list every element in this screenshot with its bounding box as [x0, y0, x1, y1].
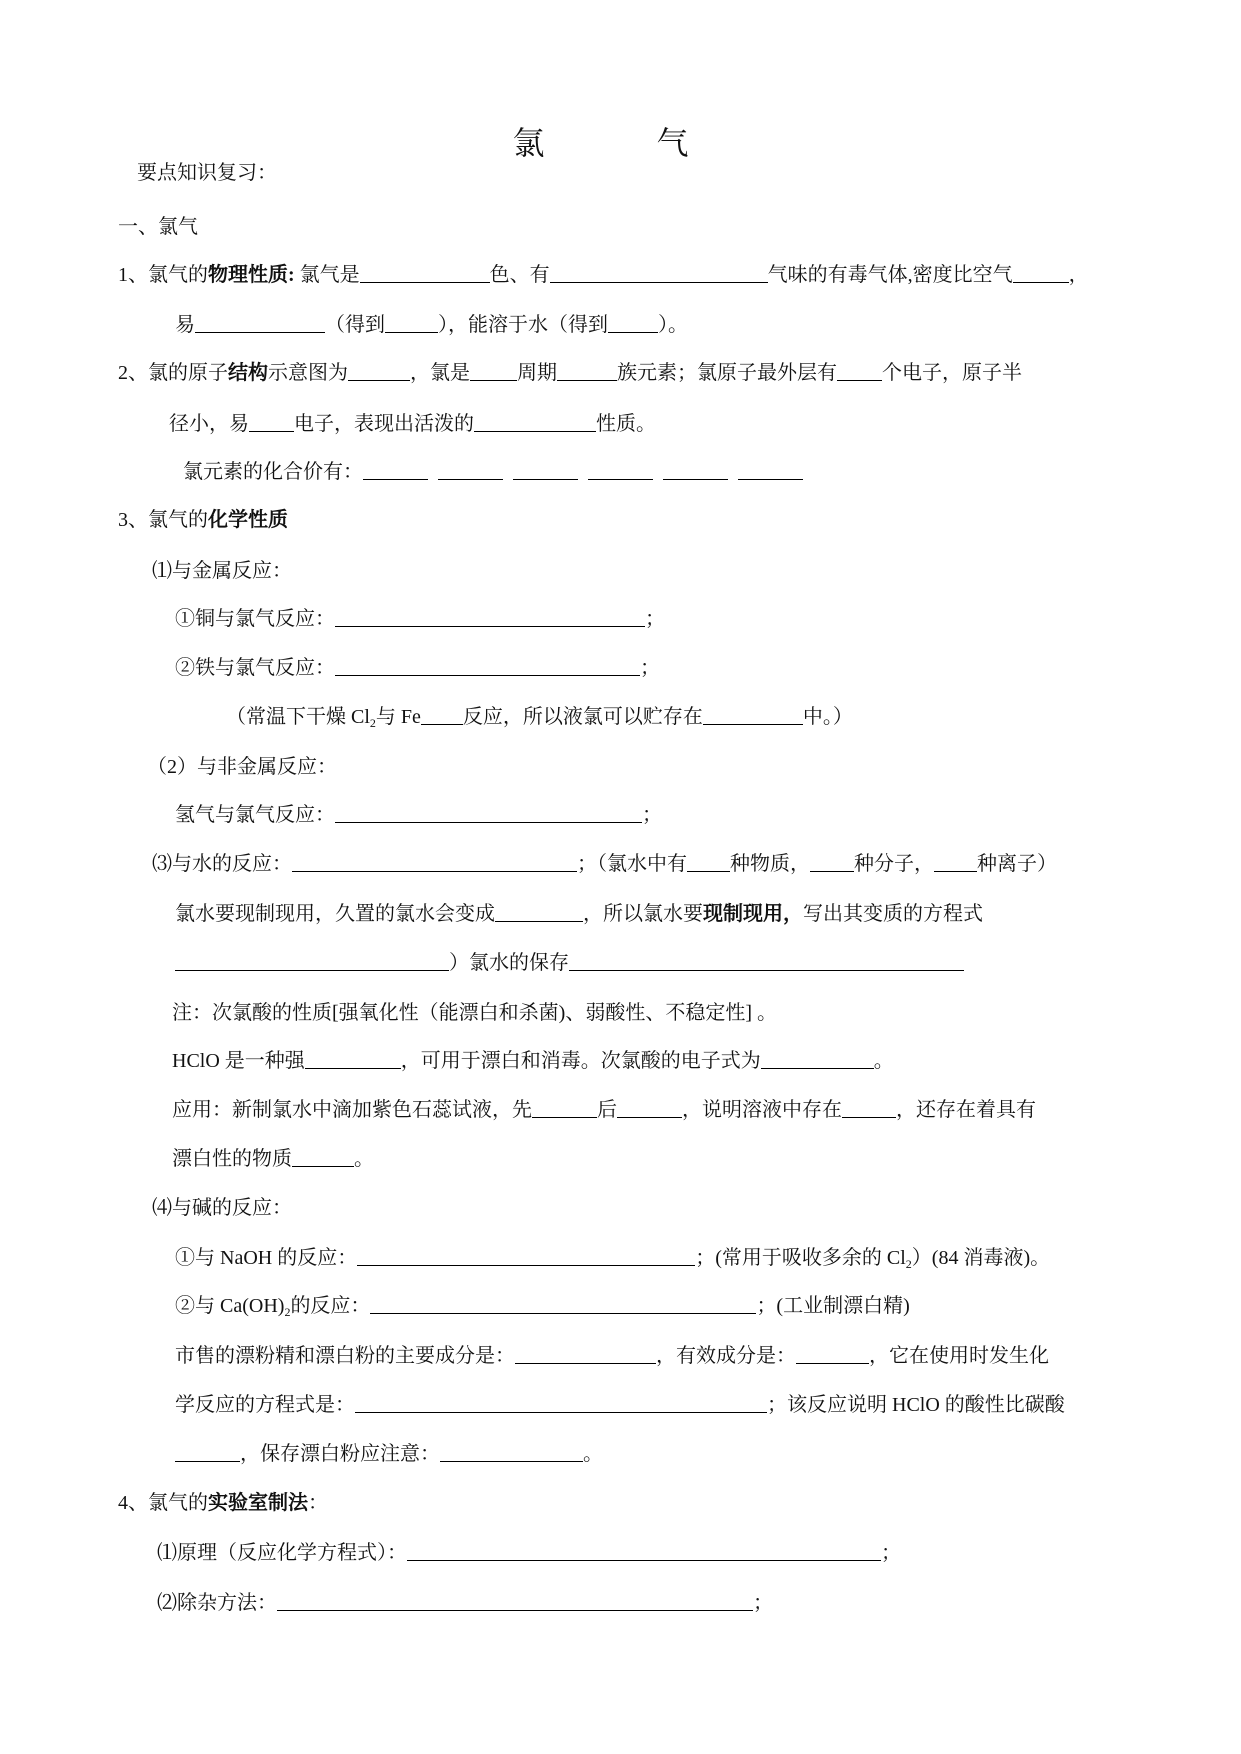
- text-line: [118, 262, 1089, 288]
- text-line: [172, 1097, 1036, 1123]
- text-segment: ；: [881, 1542, 901, 1564]
- text-line: [118, 1490, 328, 1516]
- fill-in-blank[interactable]: [810, 851, 854, 872]
- text-segment: 氯水要现制现用，久置的氯水会变成: [175, 903, 495, 925]
- text-segment: （得到: [325, 314, 385, 336]
- text-segment: ；(工业制漂白精): [756, 1295, 910, 1317]
- text-segment: ；该反应说明 HClO 的酸性比碳酸: [767, 1394, 1065, 1416]
- fill-in-blank[interactable]: [305, 1048, 401, 1069]
- text-segment: HClO 是一种强: [172, 1050, 305, 1072]
- text-line: [175, 312, 688, 338]
- text-segment: ，可用于漂白和消毒。次氯酸的电子式为: [400, 1050, 761, 1072]
- text-line: [175, 1441, 603, 1467]
- text-segment: ①铜与氯气反应：: [175, 608, 335, 630]
- fill-in-blank[interactable]: [842, 1097, 896, 1118]
- bold-text: 实验室制法: [208, 1492, 308, 1514]
- fill-in-blank[interactable]: [761, 1048, 874, 1069]
- fill-in-blank[interactable]: [363, 459, 428, 480]
- fill-in-blank[interactable]: [292, 851, 577, 872]
- text-line: [118, 507, 288, 533]
- text-segment: ，有效成分是：: [656, 1345, 796, 1367]
- page-title: 氯 气: [512, 125, 729, 161]
- text-segment: ⑶与水的反应：: [152, 853, 292, 875]
- text-segment: ：: [308, 1492, 328, 1514]
- text-line: [152, 1195, 292, 1221]
- fill-in-blank[interactable]: [407, 1540, 881, 1561]
- text-line: [226, 704, 853, 730]
- fill-in-blank[interactable]: [348, 360, 410, 381]
- text-segment: 种离子）: [977, 853, 1057, 875]
- fill-in-blank[interactable]: [687, 851, 730, 872]
- text-segment: ）。: [658, 314, 688, 336]
- bold-text: 物理性质:: [208, 264, 295, 286]
- text-segment: （2）与非金属反应：: [147, 756, 337, 778]
- text-segment: （常温下干燥 Cl: [226, 706, 370, 728]
- text-segment: ；: [645, 608, 665, 630]
- text-segment: 周期: [517, 362, 557, 384]
- fill-in-blank[interactable]: [513, 459, 578, 480]
- text-segment: 性质。: [596, 413, 656, 435]
- fill-in-blank[interactable]: [703, 704, 803, 725]
- text-segment: 径小，易: [169, 413, 249, 435]
- text-line: [157, 1590, 773, 1616]
- text-segment: 。: [873, 1050, 894, 1072]
- fill-in-blank[interactable]: [335, 802, 642, 823]
- text-line: [175, 606, 665, 632]
- fill-in-blank[interactable]: [470, 360, 517, 381]
- fill-in-blank[interactable]: [292, 1146, 354, 1167]
- fill-in-blank[interactable]: [557, 360, 617, 381]
- text-segment: ），能溶于水（得到: [438, 314, 608, 336]
- text-segment: 易: [175, 314, 195, 336]
- fill-in-blank[interactable]: [277, 1590, 753, 1611]
- text-line: [175, 655, 660, 681]
- text-line: [175, 802, 662, 828]
- text-segment: 的反应：: [290, 1295, 371, 1317]
- text-segment: 学反应的方程式是：: [175, 1394, 355, 1416]
- fill-in-blank[interactable]: [738, 459, 803, 480]
- text-line: [118, 360, 1022, 386]
- text-segment: ，所以氯水要: [583, 903, 703, 925]
- fill-in-blank[interactable]: [608, 312, 658, 333]
- fill-in-blank[interactable]: [385, 312, 438, 333]
- text-segment: 。: [583, 1443, 603, 1465]
- fill-in-blank[interactable]: [360, 262, 490, 283]
- text-segment: 一、氯气: [118, 216, 198, 238]
- text-segment: 1、氯气的: [118, 264, 208, 286]
- text-line: [175, 1343, 1049, 1369]
- text-segment: 与 Fe: [375, 706, 421, 728]
- fill-in-blank[interactable]: [175, 1441, 240, 1462]
- text-segment: 电子，表现出活泼的: [294, 413, 474, 435]
- fill-in-blank[interactable]: [357, 1245, 695, 1266]
- fill-in-blank[interactable]: [355, 1392, 767, 1413]
- bold-text: 化学性质: [208, 509, 288, 531]
- text-segment: ）(84 消毒液)。: [911, 1247, 1051, 1269]
- text-line: [152, 851, 1057, 877]
- text-line: [118, 214, 198, 240]
- text-segment: ，还存在着具有: [896, 1099, 1036, 1121]
- text-segment: 示意图为: [268, 362, 348, 384]
- fill-in-blank[interactable]: [370, 1293, 756, 1314]
- subscript: 2: [284, 1305, 291, 1319]
- fill-in-blank[interactable]: [1013, 262, 1069, 283]
- text-segment: ，: [1068, 264, 1089, 286]
- text-line: [172, 1000, 777, 1026]
- text-segment: ②铁与氯气反应：: [175, 657, 335, 679]
- text-segment: ，它在使用时发生化: [869, 1345, 1049, 1367]
- fill-in-blank[interactable]: [175, 950, 449, 971]
- text-segment: 种物质，: [730, 853, 810, 875]
- fill-in-blank[interactable]: [421, 704, 463, 725]
- text-segment: 应用：新制氯水中滴加紫色石蕊试液，先: [172, 1099, 532, 1121]
- text-segment: 色、有: [489, 264, 550, 286]
- fill-in-blank[interactable]: [440, 1441, 583, 1462]
- text-segment: ，氯是: [410, 362, 470, 384]
- fill-in-blank[interactable]: [195, 312, 325, 333]
- text-segment: 氯元素的化合价有：: [183, 461, 363, 483]
- fill-in-blank[interactable]: [495, 901, 583, 922]
- text-line: [183, 459, 803, 485]
- fill-in-blank[interactable]: [335, 606, 645, 627]
- text-segment: 个电子，原子半: [882, 362, 1022, 384]
- text-line: [169, 411, 656, 437]
- text-segment: ）氯水的保存: [449, 952, 569, 974]
- text-line: [172, 1146, 374, 1172]
- fill-in-blank[interactable]: [249, 411, 294, 432]
- text-segment: 3、氯气的: [118, 509, 208, 531]
- text-line: [157, 1540, 901, 1566]
- text-segment: ，说明溶液中存在: [682, 1099, 842, 1121]
- text-segment: ；: [640, 657, 660, 679]
- text-segment: ①与 NaOH 的反应：: [175, 1247, 358, 1269]
- text-line: [152, 558, 292, 584]
- text-segment: ，保存漂白粉应注意：: [240, 1443, 440, 1465]
- text-segment: ；: [642, 804, 662, 826]
- fill-in-blank[interactable]: [335, 655, 640, 676]
- bold-text: 结构: [228, 362, 268, 384]
- text-segment: 。: [354, 1148, 374, 1170]
- text-line: [175, 1245, 1050, 1271]
- fill-in-blank[interactable]: [617, 1097, 682, 1118]
- text-segment: 氯气是: [294, 264, 360, 286]
- text-segment: 要点知识复习：: [137, 162, 277, 184]
- text-segment: 注：次氯酸的性质[强氧化性（能漂白和杀菌)、弱酸性、不稳定性] 。: [172, 1002, 777, 1024]
- text-segment: 漂白性的物质: [172, 1148, 292, 1170]
- text-segment: 后: [597, 1099, 617, 1121]
- text-segment: 中。）: [802, 706, 853, 728]
- text-segment: ⑴与金属反应：: [152, 560, 292, 582]
- fill-in-blank[interactable]: [569, 950, 964, 971]
- text-line: [172, 1048, 894, 1074]
- text-line: [137, 160, 277, 186]
- fill-in-blank[interactable]: [515, 1343, 656, 1364]
- fill-in-blank[interactable]: [837, 360, 882, 381]
- fill-in-blank[interactable]: [934, 851, 977, 872]
- text-segment: 气味的有毒气体,密度比空气: [767, 264, 1013, 286]
- fill-in-blank[interactable]: [532, 1097, 597, 1118]
- text-segment: ；: [753, 1592, 773, 1614]
- text-segment: 4、氯气的: [118, 1492, 208, 1514]
- text-segment: ；(常用于吸收多余的 Cl: [695, 1247, 906, 1269]
- text-line: [175, 950, 964, 976]
- fill-in-blank[interactable]: [438, 459, 503, 480]
- text-segment: ；（氯水中有: [577, 853, 687, 875]
- fill-in-blank[interactable]: [588, 459, 653, 480]
- fill-in-blank[interactable]: [550, 262, 768, 283]
- text-segment: 氢气与氯气反应：: [175, 804, 335, 826]
- text-segment: 种分子，: [854, 853, 934, 875]
- subscript: 2: [905, 1257, 912, 1271]
- text-line: [175, 901, 983, 927]
- text-segment: 族元素；氯原子最外层有: [617, 362, 837, 384]
- text-line: [175, 1392, 1065, 1418]
- fill-in-blank[interactable]: [474, 411, 596, 432]
- text-segment: ⑴原理（反应化学方程式）：: [157, 1542, 407, 1564]
- text-segment: 2、氯的原子: [118, 362, 228, 384]
- text-segment: 市售的漂粉精和漂白粉的主要成分是：: [175, 1345, 515, 1367]
- fill-in-blank[interactable]: [663, 459, 728, 480]
- text-segment: ⑷与碱的反应：: [152, 1197, 292, 1219]
- text-segment: 反应，所以液氯可以贮存在: [462, 706, 703, 728]
- fill-in-blank[interactable]: [796, 1343, 869, 1364]
- subscript: 2: [369, 716, 376, 730]
- text-line: [175, 1293, 910, 1319]
- text-segment: ②与 Ca(OH): [175, 1295, 285, 1317]
- text-line: [147, 754, 337, 780]
- text-segment: 写出其变质的方程式: [803, 903, 983, 925]
- bold-text: 现制现用，: [703, 903, 803, 925]
- text-segment: ⑵除杂方法：: [157, 1592, 277, 1614]
